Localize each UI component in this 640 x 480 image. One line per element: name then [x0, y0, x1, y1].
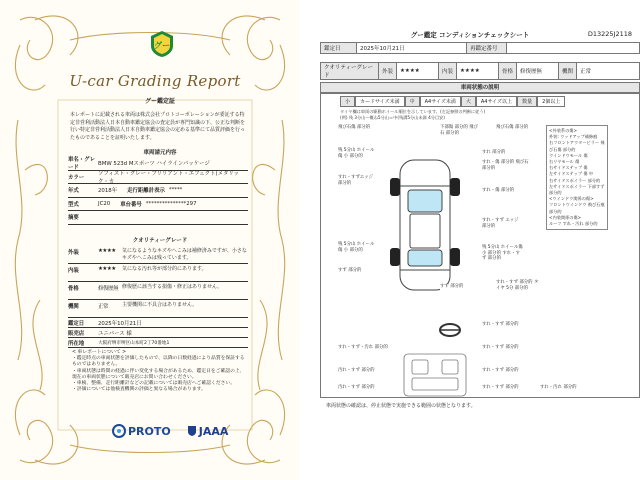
notes-title: < 車レポートについて >	[72, 350, 127, 355]
sheet-interior-label: 内装	[439, 63, 457, 80]
sheet-date-label: 鑑定日	[321, 43, 357, 54]
proto-logo	[112, 424, 171, 438]
damage-note: <ウインドウ関係の傷>	[549, 196, 594, 202]
vin-label: 車台番号	[120, 201, 142, 208]
steering-wheel-icon	[438, 322, 462, 338]
size-medium-label: 中	[405, 96, 420, 107]
sheet-exterior-stars: ★★★★	[397, 63, 439, 80]
vehicle-model-row	[68, 198, 248, 212]
damage-note: 外装: ウッドアップ補修痕	[549, 134, 598, 140]
jaaa-logo-text: JAAA	[198, 424, 229, 438]
interior-description: 気になる汚れ等が部分的にあります。	[122, 266, 207, 272]
damage-label: 汚れ・すず 部分的	[338, 385, 375, 390]
badge-text: グー	[154, 41, 170, 50]
damage-size-legend	[340, 96, 565, 107]
goo-badge-icon	[149, 30, 175, 58]
proto-mark-icon	[112, 424, 126, 438]
size-small-desc: カードサイズ未満	[355, 96, 405, 107]
sheet-frame-value: 修復歴無	[517, 63, 559, 80]
location-label: 所在地	[68, 340, 85, 347]
certificate-subtitle: グー鑑定証	[144, 98, 175, 105]
appraisal-info-table	[68, 318, 248, 348]
size-small-label: 小	[340, 96, 355, 107]
engine-value: 正常	[98, 304, 109, 310]
damage-note: ウインドウモール 傷	[549, 152, 588, 158]
damage-label: 残 5分山 ホイール傷 小 部分的	[338, 242, 378, 253]
damage-label: 下部傷 部分的 飛び石 部分的	[440, 125, 482, 136]
sheet-serial-label: 再鑑定番号	[467, 43, 507, 54]
certificate-title: U-car Grading Report	[69, 72, 241, 90]
sheet-frame-label: 骨格	[499, 63, 517, 80]
damage-label: すれ・すず 部分的	[482, 385, 519, 390]
damage-note: 右リヤモール 傷	[549, 159, 580, 165]
damage-note: <内装関係の傷>	[549, 214, 582, 220]
exterior-description: 気になるようなキズやへこみは補修済みですが、小さなキズやへこみは残っています。	[122, 248, 247, 261]
document-id: D13225J2118	[587, 30, 632, 38]
car-top-view-diagram	[380, 150, 470, 300]
tire-example-line: (例) 残 3分山～概ね5分山＝中(残溝5分山未満 4分目安)	[340, 115, 445, 120]
condition-check-sheet	[300, 0, 640, 480]
vehicle-name-label: 車名・グレード	[68, 157, 95, 172]
quality-section-title: クオリティーグレード	[132, 238, 188, 244]
damage-label: すれ・すずエッジ 部分的	[338, 175, 378, 186]
vehicle-year-row	[68, 184, 248, 198]
mileage-label: 走行距離計表示	[127, 188, 165, 195]
appraisal-date-value: 2025年10月21日	[98, 320, 142, 327]
damage-label: すれ・すず エッジ 部分的	[482, 218, 522, 229]
sheet-header-table	[320, 42, 640, 54]
tire-legend-line: タイヤ欄は車両の駆動ホイール順位を示しています。(左記参照の判断に従う)	[340, 109, 486, 114]
sheet-date-value: 2025年10月21日	[357, 43, 467, 54]
exterior-label: 外装	[68, 250, 79, 256]
jaaa-mark-icon	[187, 425, 197, 437]
damage-note: <外装系の傷>	[549, 128, 577, 133]
damage-notes-box	[546, 125, 608, 230]
damage-note: 右サイドスポイラー 部分的	[549, 177, 601, 183]
sheet-exterior-label: 外装	[379, 63, 397, 80]
shop-value: ユニバース 様	[98, 330, 132, 337]
damage-label: すれ・すず・汚れ 部分的	[338, 345, 388, 350]
damage-label: すれ・すず 部分的 タイヤ 5分 部分的	[496, 280, 539, 291]
vehicle-year-label: 年式	[68, 188, 79, 195]
damage-label: すれ・汚れ 部分的	[540, 385, 577, 390]
size-count-desc: 2個以上	[537, 96, 565, 107]
damage-label: すれ・すず 部分的	[482, 345, 519, 350]
damage-note: 左サイドステップ 傷 中	[549, 171, 594, 177]
quality-ratings-table	[68, 246, 248, 318]
sheet-serial-value	[507, 43, 640, 54]
note-item: ・車両状態は時間の経過に伴い変化する場合があるため、鑑定日をご確認の上、現在の車両状態について販売店にお問い合わせください。	[72, 368, 245, 380]
damage-label: すれ・傷 部分的	[482, 188, 515, 193]
interior-stars: ★★★★	[98, 266, 116, 272]
sheet-footer-note: 車両状態の確認は、停止状態で実施できる範囲の状態となります。	[326, 403, 476, 409]
damage-note: 左サイドスポイラー 下部すず 部分的	[549, 183, 605, 196]
location-row	[68, 338, 248, 348]
vehicle-info-table	[68, 157, 248, 225]
damage-label: すれ 部分的	[482, 150, 506, 155]
appraisal-date-label: 鑑定日	[68, 320, 85, 327]
size-count-label: 数量	[517, 96, 537, 107]
sheet-engine-value: 正常	[577, 63, 640, 80]
vehicle-year-value: 2018年	[98, 188, 118, 195]
exterior-rating-row	[68, 246, 248, 264]
interior-rating-row	[68, 264, 248, 282]
certificate-intro: 本レポートに記載される車両は株式会社プロトコーポレーションが委託する特定非営利活動法人日本自動車鑑定協会の査定員が専門知識の下、公正な判断を行い特定非営利活動法人日本自動車鑑定協会の定める基準にて品質評価を行ったものであることを証明いたします。	[70, 112, 246, 141]
sheet-engine-label: 機関	[559, 63, 577, 80]
vehicle-color-row	[68, 171, 248, 185]
damage-label: すれ・すず 部分的	[482, 322, 519, 327]
damage-label: すず 部分的	[338, 268, 362, 273]
frame-label: 骨格	[68, 286, 79, 292]
damage-note: 右サイドステップ 傷	[549, 165, 588, 171]
proto-logo-text: PROTO	[128, 424, 171, 438]
vehicle-model-value: JC20	[98, 200, 111, 207]
vehicle-state-heading: 車両状態の説明	[320, 82, 640, 93]
damage-label: 汚れ・すず 部分的	[338, 368, 375, 373]
certificate-notes	[72, 350, 247, 393]
frame-description: 修復歴に該当する損傷・修正はありません。	[122, 284, 223, 290]
remarks-label: 摘要	[68, 215, 79, 222]
damage-note: 右フロントアウターピラー 飛び石傷 部分的	[549, 140, 605, 152]
note-item: ・車検、整備、走行距離計などの記載については販売店へご確認ください。	[72, 381, 236, 387]
damage-label: すず 部分的	[440, 284, 464, 289]
size-medium-desc: A4サイズ未満	[420, 96, 461, 107]
note-item: ・鑑定時点の車両状態を評価したもので、以降の日数経過により品質を保証するものではありません。	[72, 356, 245, 368]
damage-label: 残 5分山 ホイール傷 小 部分的 すれ・すず 部分的	[482, 245, 523, 262]
exterior-stars: ★★★★	[98, 248, 116, 254]
engine-description: 主要機関に不具合はありません。	[122, 302, 198, 308]
engine-label: 機関	[68, 304, 79, 310]
vehicle-remarks-row	[68, 211, 248, 225]
damage-note: フロントウインドウ 飛び石痕 部分的	[549, 202, 605, 214]
vehicle-section-title: 車両請元内容	[143, 150, 177, 156]
interior-seat-diagram	[400, 350, 470, 400]
vehicle-model-label: 型式	[68, 201, 79, 208]
grading-certificate	[0, 0, 300, 480]
mileage-value: *****	[168, 187, 183, 194]
note-item: ・評価については他検査機関の評価と異なる場合があります。	[72, 387, 206, 393]
damage-label: 飛び石傷 部分的	[338, 125, 371, 130]
sheet-quality-table	[320, 62, 640, 80]
location-value: 大阪府堺市堺区山本町2丁70番地1	[98, 340, 170, 346]
footer-logos	[112, 424, 228, 438]
vehicle-color-value: ソフィスト・グレー・ブリリアント・エフェクト(メタリック・カ	[98, 170, 239, 185]
shop-row	[68, 328, 248, 338]
damage-note: ルーフ すれ・汚れ 部分的	[549, 221, 598, 227]
vehicle-name-value: BMW 523d Mスポーツ ハイラインパッケージ	[98, 161, 210, 168]
frame-rating-row	[68, 282, 248, 300]
frame-value: 修復歴無	[98, 286, 119, 292]
sheet-title: グー鑑定 コンディションチェックシート	[410, 31, 530, 39]
size-large-desc: A4サイズ以上	[476, 96, 517, 107]
appraisal-date-row	[68, 318, 248, 328]
interior-label: 内装	[68, 268, 79, 274]
jaaa-logo	[187, 425, 229, 438]
damage-label: すれ・すず 部分的	[482, 368, 519, 373]
vehicle-color-label: カラー	[68, 174, 85, 181]
sheet-interior-stars: ★★★★	[457, 63, 499, 80]
engine-rating-row	[68, 300, 248, 318]
vin-value: ***************297	[145, 200, 197, 207]
sheet-quality-label: クオリティーグレード	[321, 63, 379, 80]
damage-label: 飛び石傷 部分的	[496, 125, 536, 131]
damage-label: 残 5分山 ホイール傷 小 部分的	[338, 148, 378, 159]
damage-label: すれ・傷 部分的 飛び石 部分的	[482, 160, 529, 171]
shop-label: 販売店	[68, 330, 85, 337]
size-large-label: 大	[461, 96, 476, 107]
